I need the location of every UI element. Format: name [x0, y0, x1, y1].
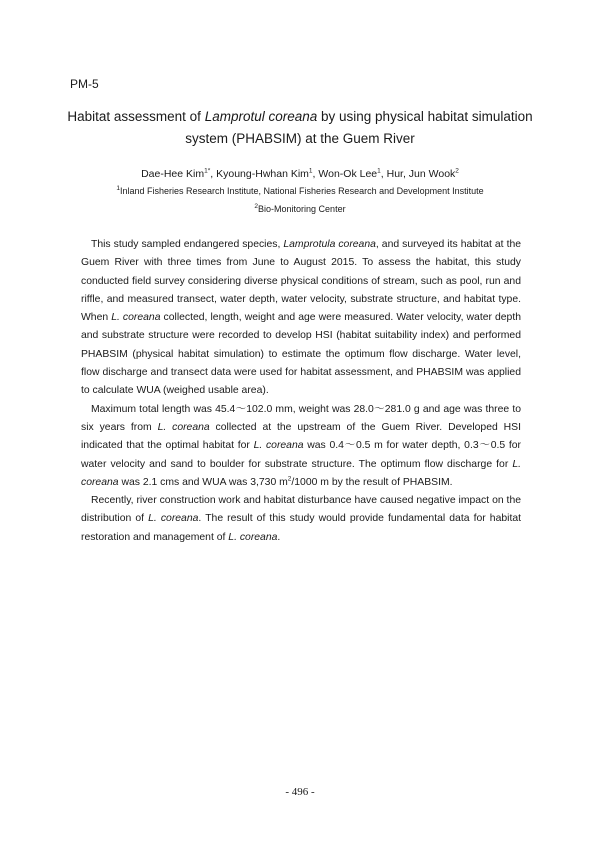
superscript: 2 — [287, 475, 292, 483]
author-name: Dae-Hee Kim — [141, 168, 205, 180]
page-number: - 496 - — [285, 786, 315, 798]
session-code: PM-5 — [70, 77, 99, 91]
affiliation-2 — [40, 204, 560, 214]
affiliation-marker: 1 — [116, 185, 120, 192]
author-marker: 1* — [204, 167, 211, 175]
text-run: was 0.4～0.5 m for water depth, 0.3～0.5 for water velocity and sand to boulder for substrate structure. The optimum flow discharge for — [81, 440, 521, 470]
text-run: . — [277, 531, 281, 543]
species-name: Lamprotula coreana — [283, 239, 376, 250]
text-run: This study sampled endangered species, — [91, 239, 284, 250]
author-marker: 1 — [377, 167, 381, 175]
affiliation-marker: 2 — [254, 203, 259, 210]
species-name: L. coreana — [148, 513, 199, 525]
affiliation-text: Inland Fisheries Research Institute, National Fisheries Research and Development Institute — [119, 186, 484, 196]
species-name: L. coreana — [253, 440, 304, 452]
species-name: L. coreana — [81, 458, 521, 488]
abstract-paragraph — [81, 401, 521, 492]
text-run: was 2.1 cms and WUA was 3,730 m — [118, 476, 288, 488]
text-run: Recently, river construction work and habitat disturbance have caused negative impact on the distribution of — [81, 495, 521, 525]
text-run: collected, length, weight and age were measured. Water velocity, water depth and substrate structure were recorded to develop HSI (habitat suitability index) and performed PHABSIM (physical habitat simulation) to estimate the optimum flow discharge. Water level, flow discharge and transect data were used for habitat assessment, and PHABSIM was applied to calculate WUA (weighed usable area). — [81, 312, 522, 397]
abstract-paragraph — [81, 492, 521, 547]
author-marker: 1 — [308, 167, 313, 175]
title-pre: Habitat assessment of — [67, 109, 205, 124]
title-post: by using physical habitat simulation system (PHABSIM) at the Guem River — [185, 109, 533, 146]
author-name: Hur, Jun Wook — [386, 168, 456, 180]
affiliation-text: Bio-Monitoring Center — [258, 204, 346, 214]
author-separator: , — [380, 168, 387, 180]
text-run: collected at the upstream of the Guem River. Developed HSI indicated that the optimal habitat for — [81, 421, 521, 452]
affiliation-1 — [40, 186, 560, 196]
title-species: Lamprotul coreana — [204, 109, 318, 124]
text-run: , and surveyed its habitat at the Guem River with three times from June to August 2015. To assess the habitat, this study conducted field survey considering diverse physical conditions of stream, such as pool, run and riffle, and measured transect, water depth, water velocity, substrate structure, and habitat type. When — [81, 239, 522, 324]
text-run: . The result of this study would provide fundamental data for habitat restoration and management of — [81, 513, 521, 543]
species-name: L. coreana — [111, 312, 161, 324]
author-separator: , — [312, 168, 319, 180]
paper-title — [60, 106, 540, 150]
text-run: Maximum total length was 45.4～102.0 mm, weight was 28.0～281.0 g and age was three to six years from — [81, 403, 521, 433]
text-run: /1000 m by the result of PHABSIM. — [291, 476, 453, 488]
author-name: Won-Ok Lee — [318, 168, 378, 180]
author-marker: 2 — [455, 167, 459, 175]
author-name: Kyoung-Hwhan Kim — [216, 168, 309, 180]
abstract-paragraph — [81, 236, 521, 401]
author-list — [60, 168, 540, 180]
author-separator: , — [210, 168, 217, 180]
abstract-body — [81, 236, 521, 547]
species-name: L. coreana — [157, 421, 210, 433]
species-name: L. coreana — [228, 531, 278, 543]
